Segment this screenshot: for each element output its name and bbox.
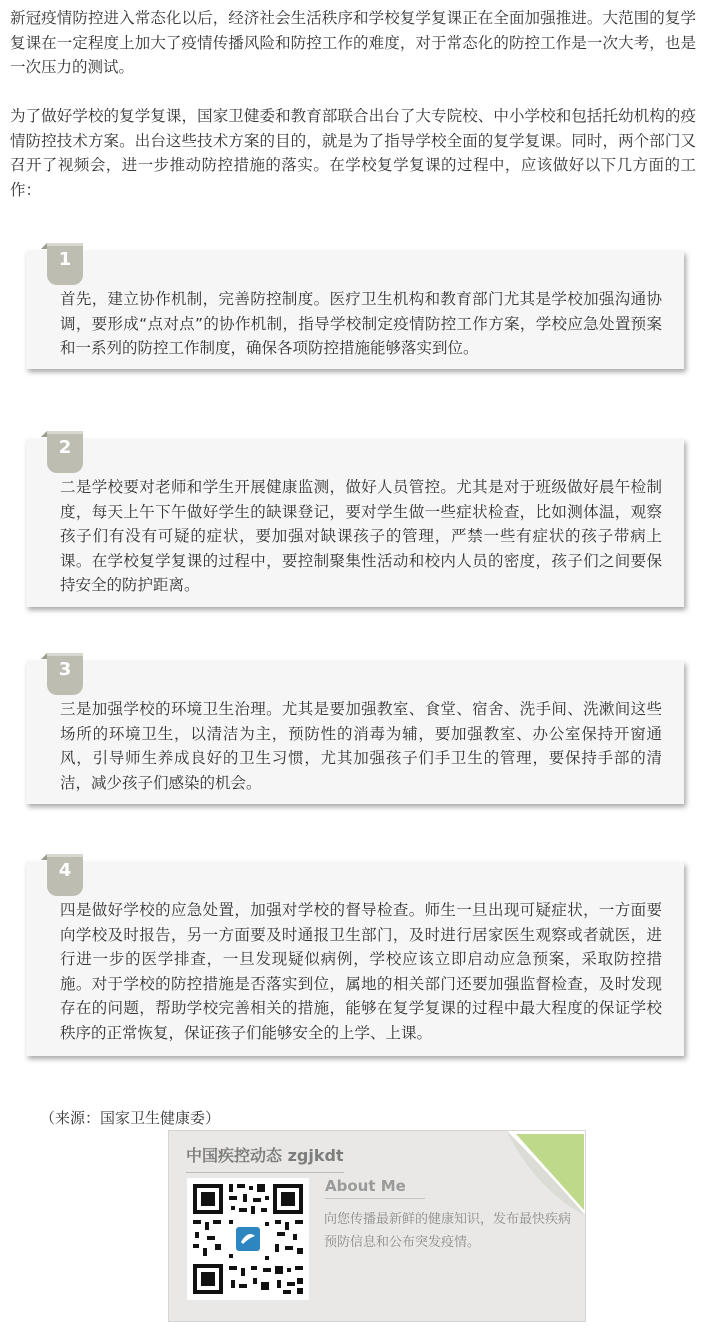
measure-card-2 <box>26 439 684 607</box>
about-me-heading: About Me <box>325 1177 425 1199</box>
page-curl-icon <box>506 1130 586 1216</box>
intro-paragraph-1: 新冠疫情防控进入常态化以后，经济社会生活秩序和学校复学复课正在全面加强推进。大范围的复学复课在一定程度上加大了疫情传播风险和防控工作的难度，对于常态化的防控工作是一次大考，也是一次压力的测试。 <box>10 9 696 76</box>
promo-account-title: 中国疾控动态 zgjkdt <box>186 1143 344 1173</box>
measure-card-1 <box>26 251 684 369</box>
about-me-promo-card <box>168 1130 586 1322</box>
card-text: 四是做好学校的应急处置，加强对学校的督导检查。师生一旦出现可疑症状，一方面要向学校及时报告，另一方面要及时通报卫生部门，及时进行居家医生观察或者就医，进行进一步的医学排查，一旦发现疑似病例，学校应该立即启动应急预案，采取防控措施。对于学校的防控措施是否落实到位，属地的相关部门还要加强监督检查，及时发现存在的问题，帮助学校完善相关的措施，能够在复学复课的过程中最大程度的保证学校秩序的正常恢复，保证孩子们能够安全的上学、上课。 <box>60 901 662 1042</box>
card-number-badge: 4 <box>47 854 83 896</box>
measure-card-3 <box>26 661 684 804</box>
measure-card-4 <box>26 862 684 1056</box>
card-text: 三是加强学校的环境卫生治理。尤其是要加强教室、食堂、宿舍、洗手间、洗漱间这些场所的环境卫生，以清洁为主，预防性的消毒为辅，要加强教室、办公室保持开窗通风，引导师生养成良好的卫生习惯，尤其加强孩子们手卫生的管理，要保持手部的清洁，减少孩子们感染的机会。 <box>60 700 662 792</box>
source-note: （来源：国家卫生健康委） <box>40 1109 221 1127</box>
card-number-badge: 2 <box>47 431 83 473</box>
qr-code-icon[interactable] <box>187 1178 309 1300</box>
about-me-description: 向您传播最新鲜的健康知识，发布最快疾病预防信息和公布突发疫情。 <box>324 1212 572 1250</box>
card-number-badge: 1 <box>47 243 83 285</box>
card-number-badge: 3 <box>47 653 83 695</box>
card-text: 二是学校要对老师和学生开展健康监测，做好人员管控。尤其是对于班级做好晨午检制度，每天上午下午做好学生的缺课登记，要对学生做一些症状检查，比如测体温，观察孩子们有没有可疑的症状，要加强对缺课孩子的管理，严禁一些有症状的孩子带病上课。在学校复学复课的过程中，要控制聚集性活动和校内人员的密度，孩子们之间要保持安全的防护距离。 <box>60 478 662 594</box>
card-text: 首先，建立协作机制，完善防控制度。医疗卫生机构和教育部门尤其是学校加强沟通协调，要形成“点对点”的协作机制，指导学校制定疫情防控工作方案，学校应急处置预案和一系列的防控工作制度，确保各项防控措施能够落实到位。 <box>60 290 662 357</box>
intro-paragraph-2: 为了做好学校的复学复课，国家卫健委和教育部联合出台了大专院校、中小学校和包括托幼机构的疫情防控技术方案。出台这些技术方案的目的，就是为了指导学校全面的复学复课。同时，两个部门又召开了视频会，进一步推动防控措施的落实。在学校复学复课的过程中，应该做好以下几方面的工作： <box>10 107 696 199</box>
